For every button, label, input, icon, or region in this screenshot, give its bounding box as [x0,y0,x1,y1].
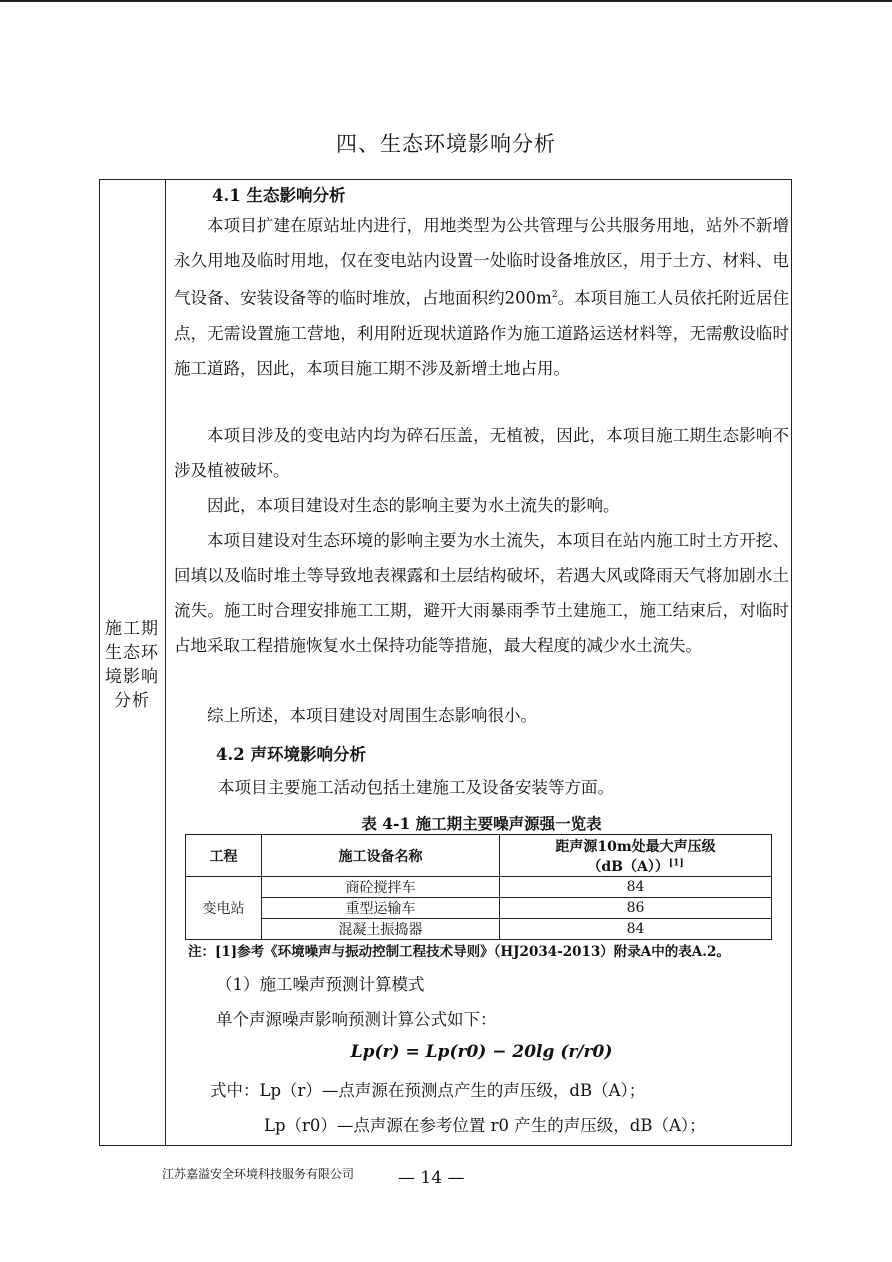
page-title: 四、生态环境影响分析 [336,132,556,156]
table-note: 注：[1]参考《环境噪声与振动控制工程技术导则》（HJ2034-2013）附录A中的表A.2。 [188,944,730,960]
noise-formula: Lp(r) = Lp(r0) − 20lg (r/r0) [350,1042,613,1062]
cell-level: 86 [500,898,772,919]
top-rule [0,0,892,2]
table-caption: 表 4-1 施工期主要噪声源强一览表 [361,814,602,833]
paragraph-formula-intro: 单个声源噪声影响预测计算公式如下： [216,1010,497,1029]
cell-equipment: 混凝土振捣器 [262,919,500,940]
table-row [186,919,772,940]
footer-company: 江苏嘉溢安全环境科技服务有限公司 [162,1167,355,1181]
paragraph-vegetation: 本项目涉及的变电站内均为碎石压盖，无植被，因此，本项目施工期生态影响不涉及植被破坏。 [174,426,789,480]
header-equipment: 施工设备名称 [262,835,500,877]
header-project: 工程 [186,835,262,877]
cell-equipment: 商砼搅拌车 [262,877,500,898]
noise-source-table [185,834,772,940]
cell-level: 84 [500,877,772,898]
paragraph-land-use: 本项目扩建在原站址内进行，用地类型为公共管理与公共服务用地，站外不新增永久用地及临时用地，仅在变电站内设置一处临时设备堆放区，用于土方、材料、电气设备、安装设备等的临时堆放，占地面积约$200m^2$。本项目施工人员依托附近居住点，无需设置施工营地，利用附近现状道路作为施工道路运送材料等，无需敷设临时施工道路，因此，本项目施工期不涉及新增土地占用。 [174,216,790,378]
side-label [100,617,164,713]
paragraph-conclusion: 综上所述，本项目建设对周围生态影响很小。 [207,706,537,725]
side-label-text: 施工期生态环境影响分析 [105,619,159,711]
section-4-2-heading: 4.2 声环境影响分析 [216,745,366,764]
formula-definition-1: 式中：Lp（r）—点声源在预测点产生的声压级，dB（A）； [210,1081,646,1100]
formula-definition-2: Lp（r0）—点声源在参考位置 r0 产生的声压级，dB（A）； [264,1116,706,1135]
paragraph-construction-activities: 本项目主要施工活动包括土建施工及设备安装等方面。 [218,778,614,797]
table-row [186,877,772,898]
side-column [100,180,166,1145]
paragraph-soil-erosion-summary: 因此，本项目建设对生态的影响主要为水土流失的影响。 [207,496,620,515]
page-number: — 14 — [398,1168,465,1188]
subheading-prediction-model: （1）施工噪声预测计算模式 [216,975,425,994]
content-frame [99,179,792,1146]
section-4-1-heading: 4.1 生态影响分析 [212,186,346,205]
cell-equipment: 重型运输车 [262,898,500,919]
table-header-row [186,835,772,877]
cell-substation: 变电站 [186,877,262,940]
paragraph-soil-erosion-detail: 本项目建设对生态环境的影响主要为水土流失，本项目在站内施工时土方开挖、回填以及临时堆土等导致地表裸露和土层结构破坏，若遇大风或降雨天气将加剧水土流失。施工时合理安排施工工期，避开大雨暴雨季节土建施工，施工结束后，对临时占地采取工程措施恢复水土保持功能等措施，最大程度的减少水土流失。 [174,531,789,655]
header-sound-level: 距声源10m处最大声压级 （dB（A））[1] [500,835,772,877]
table-row [186,898,772,919]
cell-level: 84 [500,919,772,940]
